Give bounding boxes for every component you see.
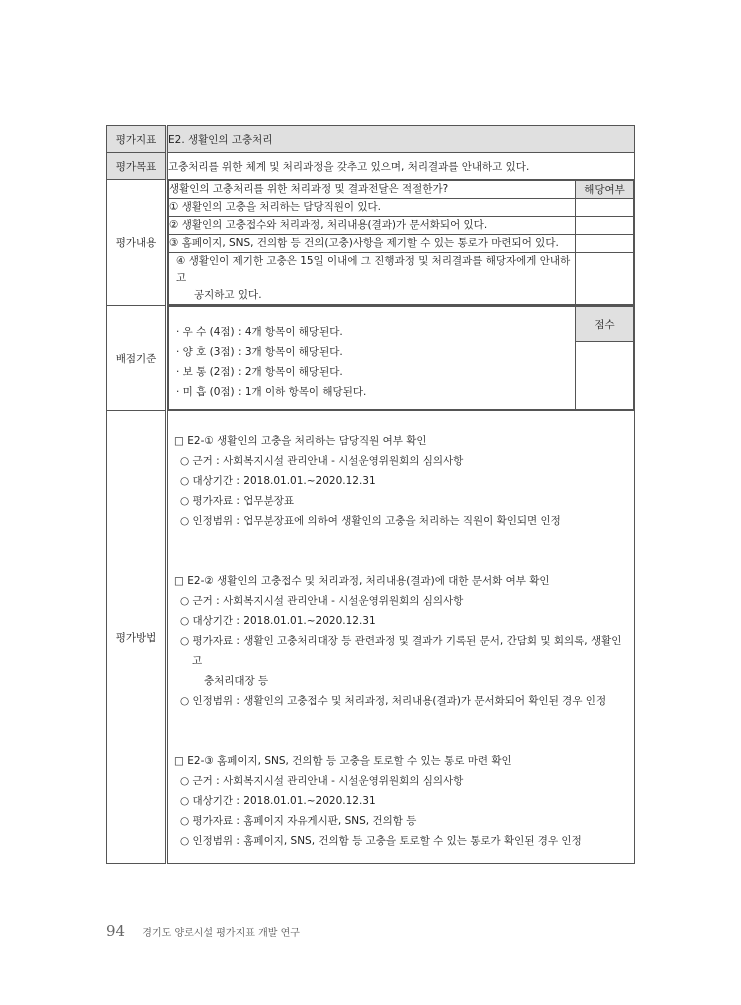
indicator-value: E2. 생활인의 고충처리 (167, 126, 635, 153)
goal-label: 평가목표 (107, 153, 167, 180)
method-bullet: ○ 근거 : 사회복지시설 관리안내 - 시설운영위원회의 심의사항 (180, 775, 464, 787)
method-bullet: ○ 인정범위 : 생활인의 고충접수 및 처리과정, 처리내용(결과)가 문서화되어 확인된 경우 인정 (180, 695, 607, 707)
scoring-label: 배점기준 (107, 306, 167, 411)
evaluation-table (106, 125, 635, 864)
method-bullet: ○ 대상기간 : 2018.01.01.~2020.12.31 (180, 615, 376, 627)
method-label: 평가방법 (107, 411, 167, 864)
content-item (169, 253, 576, 305)
method-bullet-line: ○ 평가자료 : 생활인 고충처리대장 등 관련과정 및 결과가 기록된 문서, 간담회 및 회의록, 생활인고 (180, 635, 622, 667)
method-bullet: ○ 인정범위 : 홈페이지, SNS, 건의함 등 고충을 토로할 수 있는 통로가 확인된 경우 인정 (180, 835, 582, 847)
check-cell (576, 217, 634, 235)
applicable-header: 해당여부 (576, 181, 634, 199)
page-number: 94 (106, 922, 126, 940)
method-bullet: ○ 인정범위 : 업무분장표에 의하여 생활인의 고충을 처리하는 직원이 확인되면 인정 (180, 515, 561, 527)
method-bullet: ○ 근거 : 사회복지시설 관리안내 - 시설운영위원회의 심의사항 (180, 595, 464, 607)
method-bullet: ○ 평가자료 : 업무분장표 (180, 495, 294, 507)
content-subtable (168, 180, 634, 305)
content-question: 생활인의 고충처리를 위한 처리과정 및 결과전달은 적절한가? (169, 181, 576, 199)
method-bullet-line: 충처리대장 등 (204, 675, 269, 687)
criteria-line: · 우 수 (4점) : 4개 항목이 해당된다. (176, 326, 343, 338)
method-section-title: □ E2-① 생활인의 고충을 처리하는 담당직원 여부 확인 (174, 435, 427, 447)
criteria-line: · 양 호 (3점) : 3개 항목이 해당된다. (176, 346, 343, 358)
method-content (167, 411, 635, 864)
page-footer (106, 922, 300, 940)
method-bullet: ○ 근거 : 사회복지시설 관리안내 - 시설운영위원회의 심의사항 (180, 455, 464, 467)
method-bullet (174, 631, 628, 691)
check-cell (576, 253, 634, 305)
method-bullet: ○ 평가자료 : 홈페이지 자유게시판, SNS, 건의함 등 (180, 815, 417, 827)
check-cell (576, 199, 634, 217)
scoring-subtable (168, 306, 634, 410)
method-bullet: ○ 대상기간 : 2018.01.01.~2020.12.31 (180, 795, 376, 807)
content-item: ① 생활인의 고충을 처리하는 담당직원이 있다. (169, 199, 576, 217)
method-section-title: □ E2-② 생활인의 고충접수 및 처리과정, 처리내용(결과)에 대한 문서화 여부 확인 (174, 575, 550, 587)
method-bullet: ○ 대상기간 : 2018.01.01.~2020.12.31 (180, 475, 376, 487)
scoring-criteria (169, 307, 576, 410)
score-header: 점수 (576, 307, 634, 342)
goal-value: 고충처리를 위한 체계 및 처리과정을 갖추고 있으며, 처리결과를 안내하고 있다. (167, 153, 635, 180)
content-item: ③ 홈페이지, SNS, 건의함 등 건의(고충)사항을 제기할 수 있는 통로가 마련되어 있다. (169, 235, 576, 253)
footer-title: 경기도 양로시설 평가지표 개발 연구 (142, 928, 300, 939)
criteria-line: · 미 흡 (0점) : 1개 이하 항목이 해당된다. (176, 386, 367, 398)
method-section-title: □ E2-③ 홈페이지, SNS, 건의함 등 고충을 토로할 수 있는 통로 마련 확인 (174, 755, 512, 767)
content-label: 평가내용 (107, 180, 167, 306)
content-item-line: ④ 생활인이 제기한 고충은 15일 이내에 그 진행과정 및 처리결과를 해당자에게 안내하고 (176, 255, 571, 284)
indicator-label: 평가지표 (107, 126, 167, 153)
check-cell (576, 235, 634, 253)
content-item-line: 공지하고 있다. (194, 289, 262, 301)
content-item: ② 생활인의 고충접수와 처리과정, 처리내용(결과)가 문서화되어 있다. (169, 217, 576, 235)
score-cell (576, 342, 634, 410)
criteria-line: · 보 통 (2점) : 2개 항목이 해당된다. (176, 366, 343, 378)
